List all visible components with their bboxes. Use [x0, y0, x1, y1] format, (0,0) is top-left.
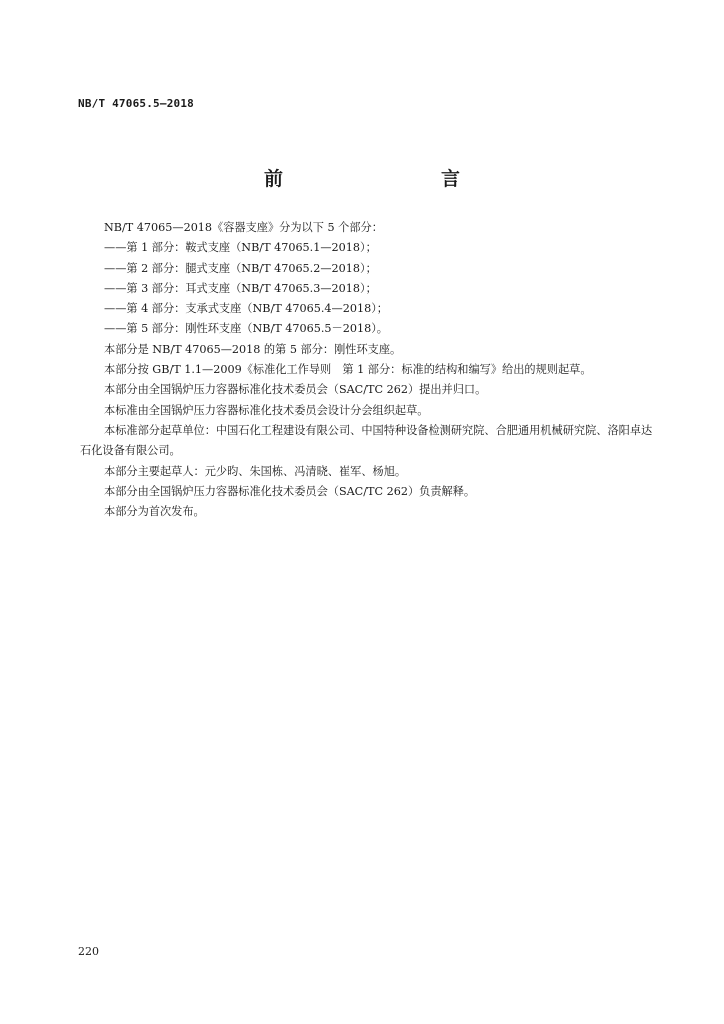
paragraph-organized-by: 本标准由全国锅炉压力容器标准化技术委员会设计分会组织起草。	[104, 403, 429, 417]
paragraph-drafting-units: 本标准部分起草单位：中国石化工程建设有限公司、中国特种设备检测研究院、合肥通用机械研究院、洛阳卓达石化设备有限公司。	[80, 423, 653, 458]
paragraph-parts-intro: NB/T 47065—2018《容器支座》分为以下 5 个部分：	[104, 221, 383, 234]
foreword-body	[80, 218, 660, 522]
paragraph-interpretation: 本部分由全国锅炉压力容器标准化技术委员会（SAC/TC 262）负责解释。	[104, 484, 476, 498]
paragraph-main-drafters: 本部分主要起草人：元少昀、朱国栋、冯清晓、崔军、杨旭。	[104, 464, 407, 478]
paragraph-part-5: ——第 5 部分：刚性环支座（NB/T 47065.5－2018）。	[104, 322, 388, 336]
paragraph-part-3: ——第 3 部分：耳式支座（NB/T 47065.3—2018）；	[104, 281, 377, 295]
paragraph-proposed-by: 本部分由全国锅炉压力容器标准化技术委员会（SAC/TC 262）提出并归口。	[104, 383, 487, 397]
paragraph-drafting-rules: 本部分按 GB/T 1.1—2009《标准化工作导则 第 1 部分：标准的结构和编写》给出的规则起草。	[104, 363, 592, 377]
paragraph-part-4: ——第 4 部分：支承式支座（NB/T 47065.4—2018）；	[104, 302, 388, 316]
paragraph-first-release: 本部分为首次发布。	[104, 505, 205, 519]
page-title: 前 言	[263, 168, 500, 190]
standard-code-header: NB/T 47065.5—2018	[78, 97, 194, 110]
paragraph-part-1: ——第 1 部分：鞍式支座（NB/T 47065.1—2018）；	[104, 241, 377, 255]
paragraph-part-2: ——第 2 部分：腿式支座（NB/T 47065.2—2018）；	[104, 261, 377, 275]
page-number: 220	[78, 945, 99, 958]
paragraph-this-part: 本部分是 NB/T 47065—2018 的第 5 部分：刚性环支座。	[104, 342, 402, 356]
